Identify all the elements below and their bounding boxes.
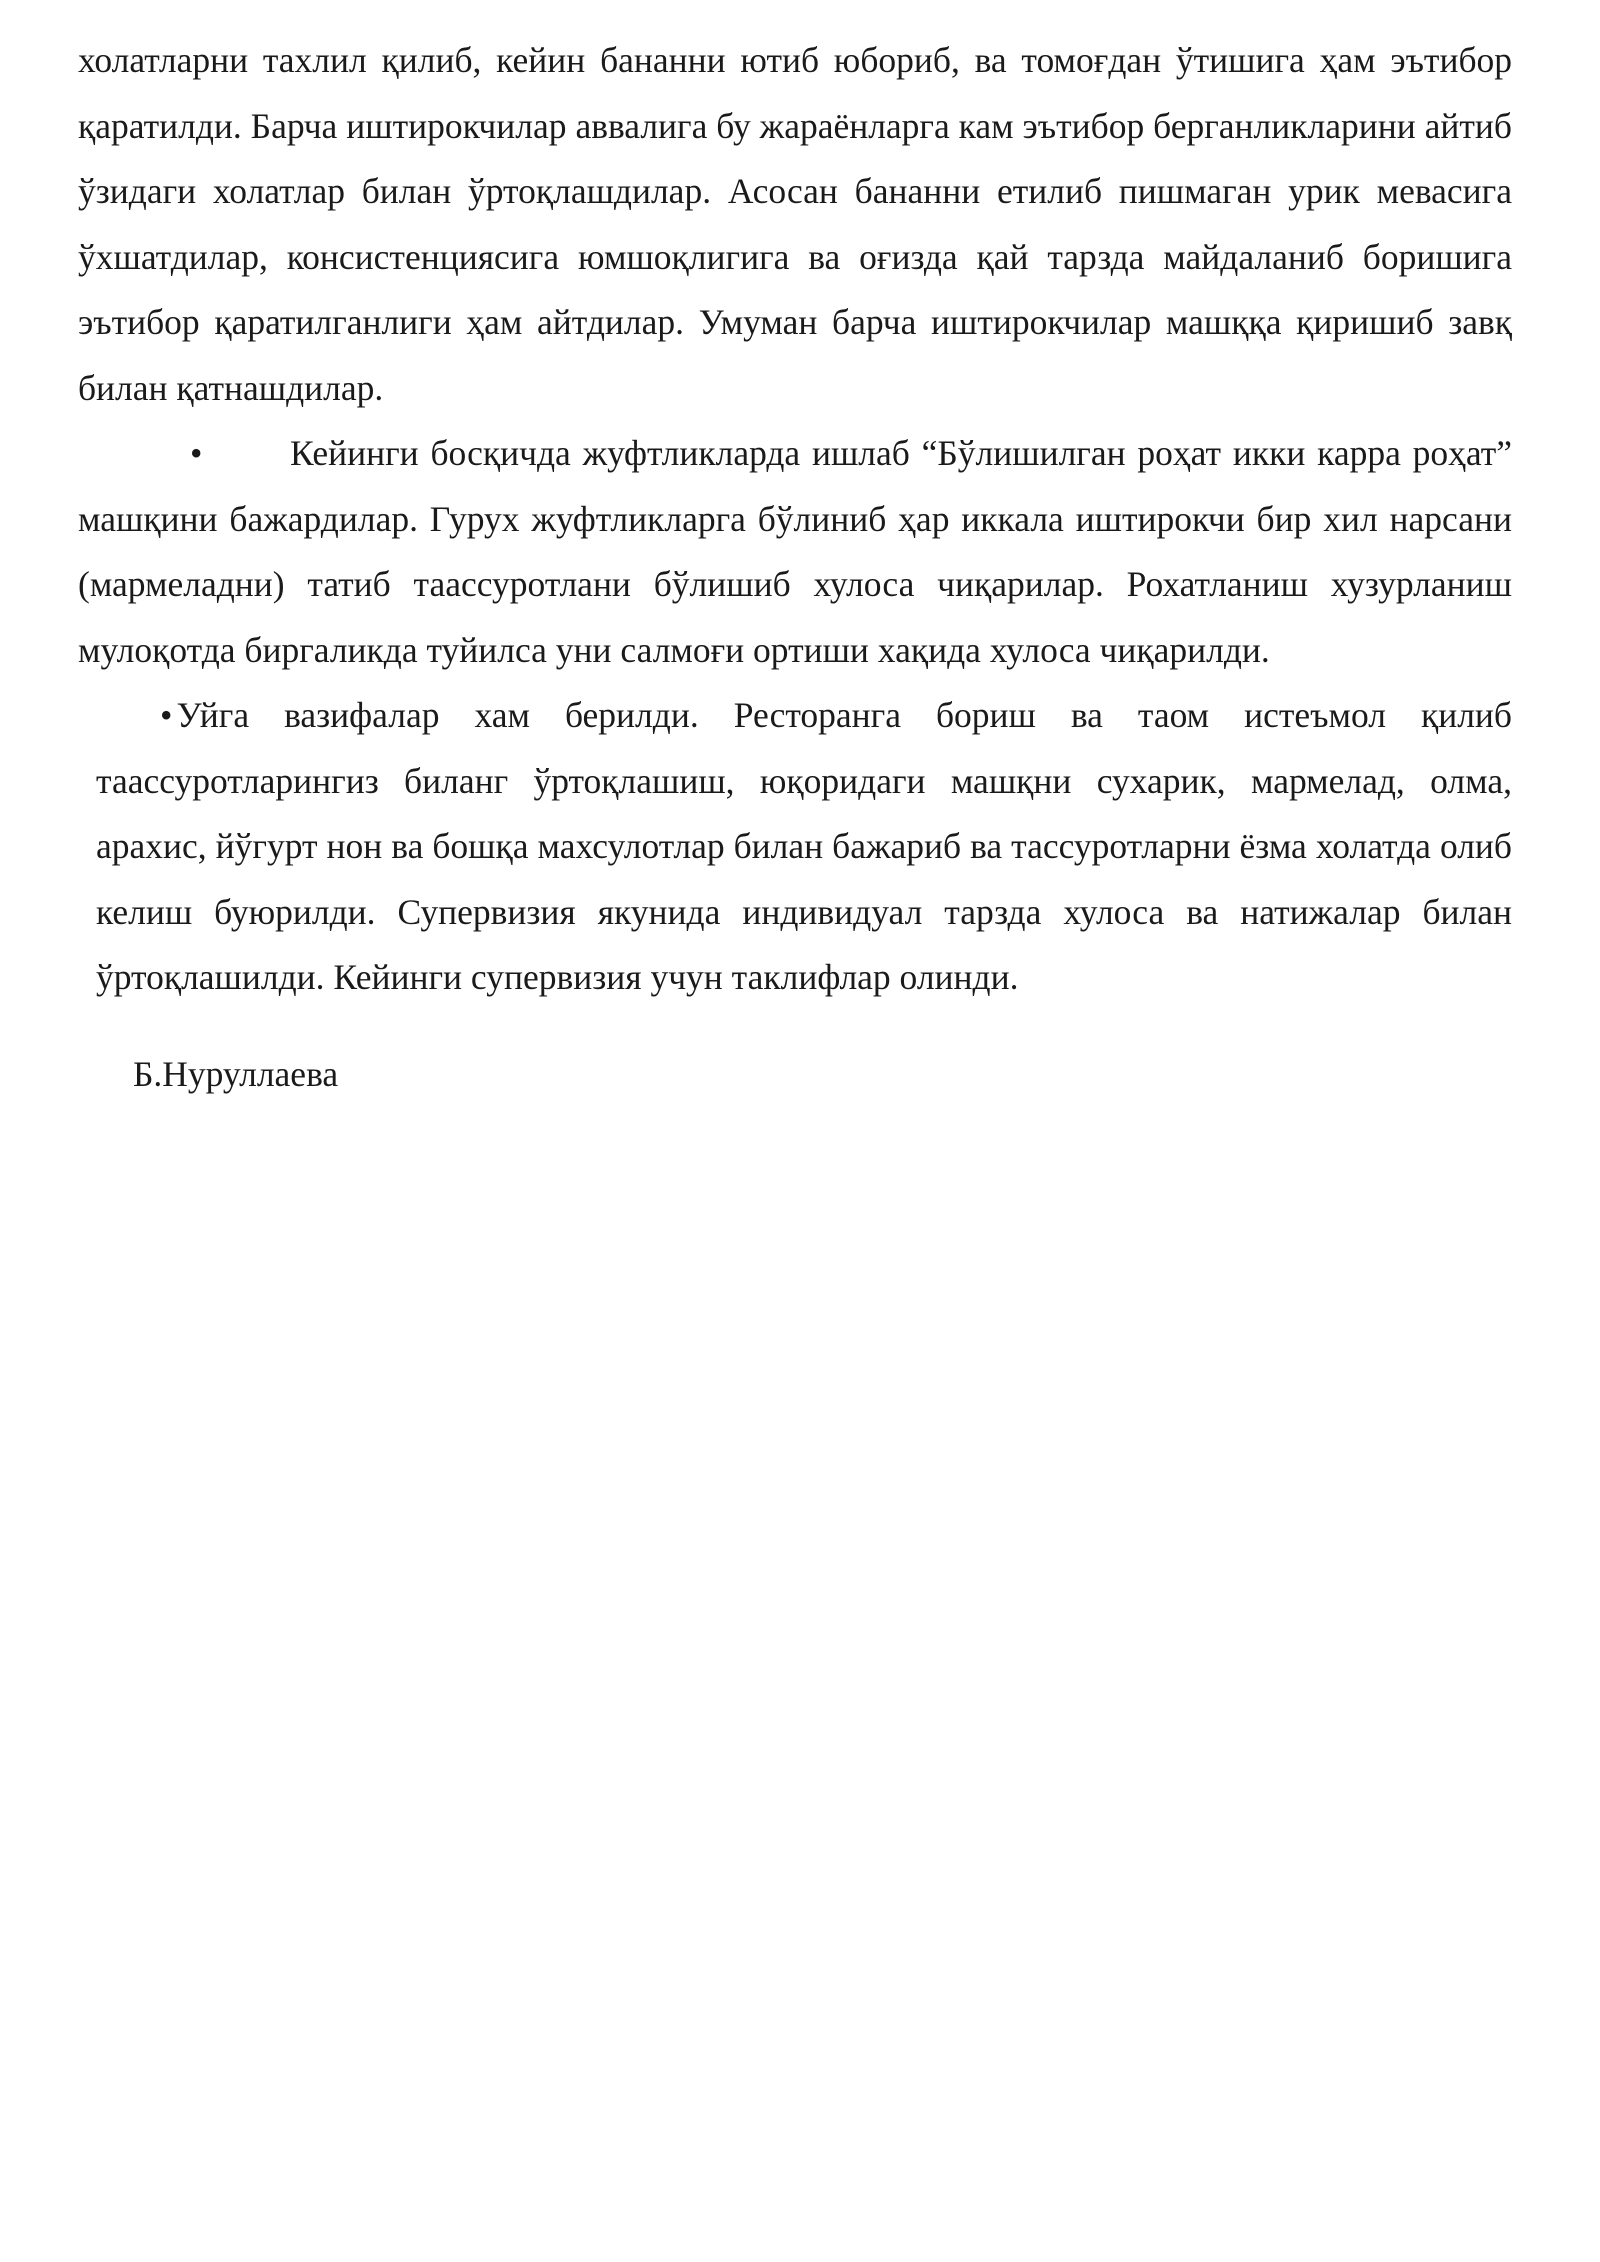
author-signature: Б.Нуруллаева xyxy=(133,1053,339,1094)
bullet-item-text: Уйга вазифалар хам берилди. Ресторанга бориш ва таом истеъмол қилиб таассуротларингиз биланг ўртоқлашиш, юқоридаги машқни сухарик, мармелад, олма, арахис, йўгурт нон ва бошқа махсулотлар билан бажариб ва тассуротларни ёзма холатда олиб келиш буюрилди. Супервизия якунида индивидуал тарзда хулоса ва натижалар билан ўртоқлашилди. Кейинги супервизия учун таклифлар олинди. xyxy=(96,695,1512,997)
bullet-marker: • xyxy=(190,433,203,473)
bullet-item-pair-exercise xyxy=(78,421,1512,683)
paragraph-continuation: холатларни тахлил қилиб, кейин бананни ютиб юбориб, ва томоғдан ўтишига ҳам эътибор қаратилди. Барча иштирокчилар аввалига бу жараёнларга кам эътибор берганликларини айтиб ўзидаги холатлар билан ўртоқлашдилар. Асосан бананни етилиб пишмаган урик мевасига ўхшатдилар, консистенциясига юмшоқлигига ва оғизда қай тарзда майдаланиб боришига эътибор қаратилганлиги ҳам айтдилар. Умуман барча иштирокчилар машққа қиришиб завқ билан қатнашдилар. xyxy=(78,40,1512,408)
document-page xyxy=(78,28,1512,1107)
bullet-item-text: Кейинги босқичда жуфтликларда ишлаб “Бўлишилган роҳат икки карра роҳат” машқини бажардилар. Гурух жуфтликларга бўлиниб ҳар иккала иштирокчи бир хил нарсани (мармеладни) татиб таассуротлани бўлишиб хулоса чиқарилар. Рохатланиш хузурланиш мулоқотда биргаликда туйилса уни салмоғи ортиши хақида хулоса чиқарилди. xyxy=(78,433,1512,670)
bullet-marker: • xyxy=(160,695,173,735)
bullet-item-homework xyxy=(96,683,1512,1011)
